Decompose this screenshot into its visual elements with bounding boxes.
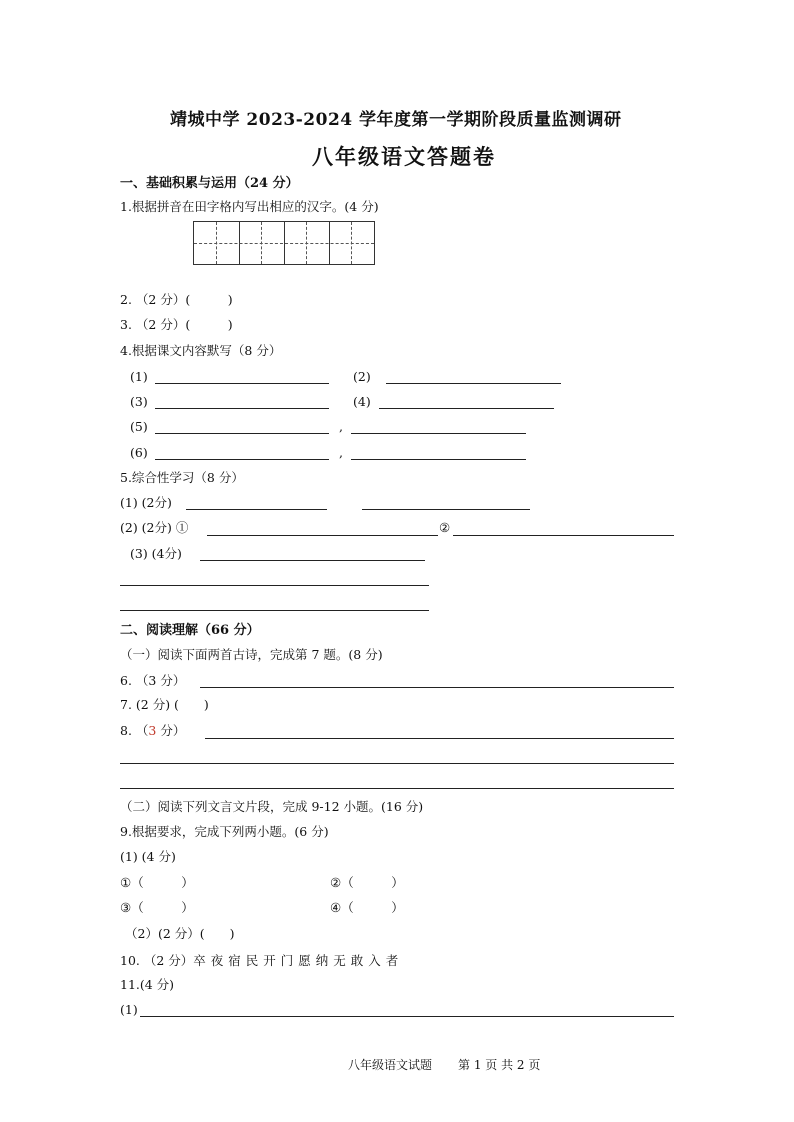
q4-item-4: (4): [353, 394, 371, 409]
q4-comma-5: ,: [339, 419, 343, 434]
part-2-instruction: （二）阅读下列文言文片段，完成 9-12 小题。(16 分): [120, 799, 424, 814]
q9-blank-3[interactable]: ③（ ）: [120, 900, 194, 915]
q5-3-line-3[interactable]: [120, 610, 429, 611]
q9-part-1: (1) (4 分): [120, 849, 176, 864]
q4-answer-line-1[interactable]: [155, 383, 329, 384]
question-10: 10. （2 分）卒夜宿民开门愿纳无敢入者: [120, 953, 404, 968]
tianzige-grid[interactable]: [193, 221, 375, 265]
question-11: 11.(4 分): [120, 977, 175, 992]
q5-2-line-1[interactable]: [207, 535, 438, 536]
question-8: 8. （3 分）: [120, 723, 186, 738]
question-5: 5.综合性学习（8 分）: [120, 470, 244, 485]
q4-answer-line-5b[interactable]: [351, 433, 526, 434]
question-6: 6. （3 分）: [120, 673, 186, 688]
section-2-heading: 二、阅读理解（66 分）: [120, 623, 260, 638]
question-2: 2. （2 分）( ): [120, 292, 233, 307]
q5-2-mark-2: ②: [439, 520, 451, 535]
q4-item-2: (2): [353, 369, 371, 384]
answer-sheet-title: 八年级语文答题卷: [312, 144, 496, 169]
q9-blank-4[interactable]: ④（ ）: [330, 900, 404, 915]
q11-part-1: (1): [120, 1002, 138, 1017]
q4-item-5: (5): [130, 419, 148, 434]
q8-answer-line-1[interactable]: [205, 738, 674, 739]
question-1: 1.根据拼音在田字格内写出相应的汉字。(4 分): [120, 199, 379, 214]
q8-answer-line-3[interactable]: [120, 788, 674, 789]
footer-page-number: 第 1 页 共 2 页: [458, 1058, 541, 1072]
q9-part-2: （2）(2 分）( ): [125, 926, 235, 941]
q5-3-line-2[interactable]: [120, 585, 429, 586]
q9-blank-2[interactable]: ②（ ）: [330, 875, 404, 890]
q4-answer-line-3[interactable]: [155, 408, 329, 409]
part-1-instruction: （一）阅读下面两首古诗，完成第 7 题。(8 分): [120, 647, 383, 662]
q9-blank-1[interactable]: ①（ ）: [120, 875, 194, 890]
q8-answer-line-2[interactable]: [120, 763, 674, 764]
q4-answer-line-6b[interactable]: [351, 459, 526, 460]
footer-subject: 八年级语文试题: [348, 1058, 433, 1072]
q5-1-line-a[interactable]: [186, 509, 327, 510]
q4-answer-line-5a[interactable]: [155, 433, 329, 434]
question-7: 7. (2 分) ( ): [120, 697, 209, 712]
q4-answer-line-2[interactable]: [386, 383, 561, 384]
question-9: 9.根据要求，完成下列两小题。(6 分): [120, 824, 329, 839]
q5-2-line-2[interactable]: [453, 535, 674, 536]
q4-answer-line-4[interactable]: [379, 408, 554, 409]
exam-title: 靖城中学 2023-2024 学年度第一学期阶段质量监测调研: [170, 110, 622, 130]
section-1-heading: 一、基础积累与运用（24 分）: [120, 176, 299, 191]
q4-item-6: (6): [130, 445, 148, 460]
q5-part-1: (1) (2分): [120, 495, 172, 510]
q4-item-1: (1): [130, 369, 148, 384]
q5-part-3: (3) (4分): [130, 546, 182, 561]
q4-comma-6: ,: [339, 445, 343, 460]
q5-3-line-1[interactable]: [200, 560, 425, 561]
question-4: 4.根据课文内容默写（8 分）: [120, 343, 282, 358]
q11-1-answer-line[interactable]: [140, 1016, 674, 1017]
q5-1-line-b[interactable]: [362, 509, 530, 510]
q10-sentence[interactable]: 卒夜宿民开门愿纳无敢入者: [193, 953, 404, 968]
q5-part-2: (2) (2分) ①: [120, 520, 189, 535]
q4-item-3: (3): [130, 394, 148, 409]
q6-answer-line[interactable]: [200, 687, 674, 688]
question-3: 3. （2 分）( ): [120, 317, 233, 332]
q4-answer-line-6a[interactable]: [155, 459, 329, 460]
